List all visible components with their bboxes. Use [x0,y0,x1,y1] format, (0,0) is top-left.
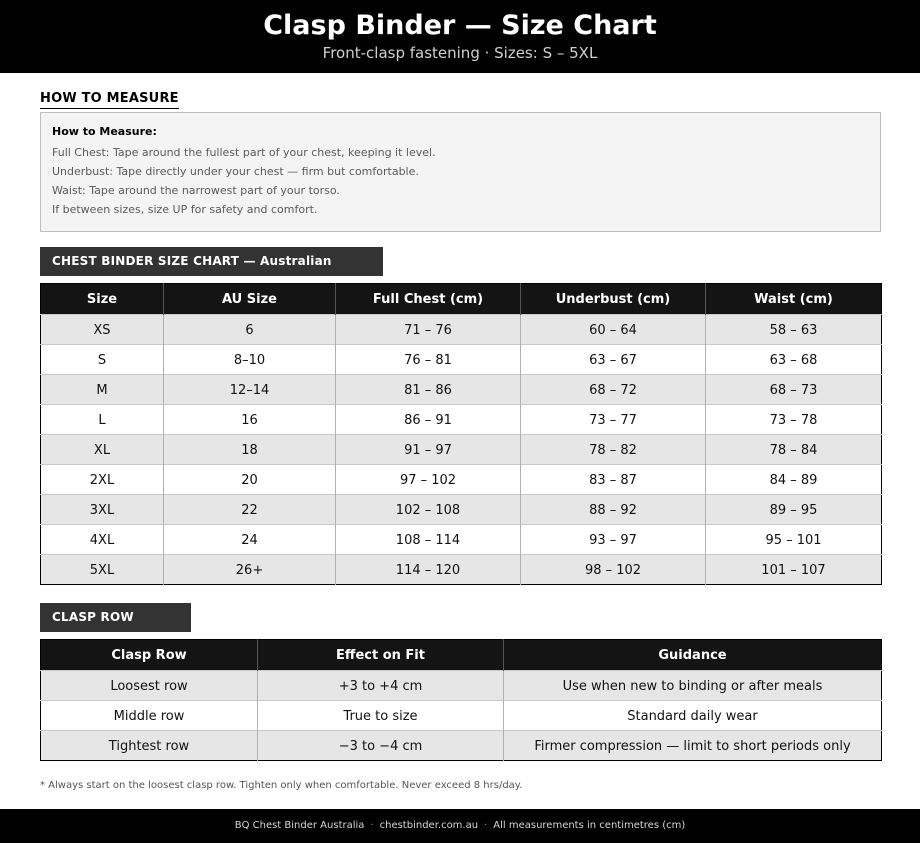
column-header-guidance: Guidance [504,640,882,671]
cell-underbust: 88 – 92 [521,495,706,525]
how-to-measure-box [40,112,881,232]
footer-brand: BQ Chest Binder Australia [234,820,365,831]
cell-au-size: 26+ [164,555,336,585]
cell-effect-on-fit: True to size [258,701,504,731]
cell-guidance: Standard daily wear [504,701,882,731]
measure-instruction-full-chest: Full Chest: Tape around the fullest part of your chest, keeping it level. [52,146,436,159]
table-row [41,671,882,701]
column-header-size: Size [41,284,164,315]
cell-waist: 89 – 95 [706,495,882,525]
cell-underbust: 98 – 102 [521,555,706,585]
column-header-underbust: Underbust (cm) [521,284,706,315]
table-row [41,435,882,465]
footer-separator: · [370,820,374,831]
page-subtitle: Front-clasp fastening · Sizes: S – 5XL [322,44,598,62]
cell-underbust: 60 – 64 [521,315,706,345]
cell-underbust: 63 – 67 [521,345,706,375]
cell-full-chest: 108 – 114 [336,525,521,555]
cell-waist: 101 – 107 [706,555,882,585]
page-title: Clasp Binder — Size Chart [263,10,657,41]
table-row [41,345,882,375]
clasp-guide-table [40,639,882,761]
cell-clasp-row: Tightest row [41,731,258,761]
cell-size: 5XL [41,555,164,585]
cell-size: XL [41,435,164,465]
column-header-full-chest: Full Chest (cm) [336,284,521,315]
cell-underbust: 93 – 97 [521,525,706,555]
cell-size: 4XL [41,525,164,555]
cell-guidance: Firmer compression — limit to short periods only [504,731,882,761]
column-header-au-size: AU Size [164,284,336,315]
size-chart-header-row [41,284,882,315]
cell-au-size: 8–10 [164,345,336,375]
size-chart-table [40,283,882,585]
cell-au-size: 20 [164,465,336,495]
cell-guidance: Use when new to binding or after meals [504,671,882,701]
cell-full-chest: 71 – 76 [336,315,521,345]
cell-full-chest: 114 – 120 [336,555,521,585]
cell-waist: 95 – 101 [706,525,882,555]
cell-underbust: 68 – 72 [521,375,706,405]
cell-size: XS [41,315,164,345]
table-row [41,315,882,345]
cell-size: 3XL [41,495,164,525]
cell-size: S [41,345,164,375]
column-header-waist: Waist (cm) [706,284,882,315]
cell-waist: 58 – 63 [706,315,882,345]
cell-underbust: 83 – 87 [521,465,706,495]
footer-separator: · [484,820,488,831]
clasp-guide-section-tag: CLASP ROW [40,603,191,632]
table-row [41,465,882,495]
cell-size: 2XL [41,465,164,495]
measure-instruction-underbust: Underbust: Tape directly under your chest — firm but comfortable. [52,165,419,178]
table-row [41,375,882,405]
table-row [41,405,882,435]
cell-size: M [41,375,164,405]
how-to-measure-heading: HOW TO MEASURE [40,91,179,109]
column-header-clasp-row: Clasp Row [41,640,258,671]
cell-underbust: 78 – 82 [521,435,706,465]
cell-effect-on-fit: −3 to −4 cm [258,731,504,761]
table-row [41,525,882,555]
table-row [41,555,882,585]
how-to-measure-box-title: How to Measure: [52,125,157,138]
page-header [0,0,920,73]
footnote: * Always start on the loosest clasp row. Tighten only when comfortable. Never exceed 8 hrs/day. [40,780,523,791]
cell-waist: 78 – 84 [706,435,882,465]
measure-instruction-between-sizes: If between sizes, size UP for safety and comfort. [52,203,318,216]
table-row [41,495,882,525]
table-row [41,701,882,731]
clasp-guide-header-row [41,640,882,671]
cell-waist: 73 – 78 [706,405,882,435]
cell-clasp-row: Middle row [41,701,258,731]
cell-waist: 68 – 73 [706,375,882,405]
column-header-effect-on-fit: Effect on Fit [258,640,504,671]
cell-effect-on-fit: +3 to +4 cm [258,671,504,701]
table-row [41,731,882,761]
cell-size: L [41,405,164,435]
cell-waist: 84 – 89 [706,465,882,495]
cell-full-chest: 81 – 86 [336,375,521,405]
footer-website-link[interactable]: chestbinder.com.au [379,820,479,831]
cell-au-size: 22 [164,495,336,525]
cell-full-chest: 102 – 108 [336,495,521,525]
cell-au-size: 16 [164,405,336,435]
cell-underbust: 73 – 77 [521,405,706,435]
cell-full-chest: 97 – 102 [336,465,521,495]
cell-au-size: 18 [164,435,336,465]
size-chart-section-tag: CHEST BINDER SIZE CHART — Australian [40,247,383,276]
footer-note: All measurements in centimetres (cm) [493,820,686,831]
cell-full-chest: 86 – 91 [336,405,521,435]
cell-au-size: 24 [164,525,336,555]
page-footer [0,809,920,843]
cell-full-chest: 76 – 81 [336,345,521,375]
measure-instruction-waist: Waist: Tape around the narrowest part of your torso. [52,184,340,197]
cell-full-chest: 91 – 97 [336,435,521,465]
cell-au-size: 12–14 [164,375,336,405]
cell-au-size: 6 [164,315,336,345]
cell-clasp-row: Loosest row [41,671,258,701]
cell-waist: 63 – 68 [706,345,882,375]
